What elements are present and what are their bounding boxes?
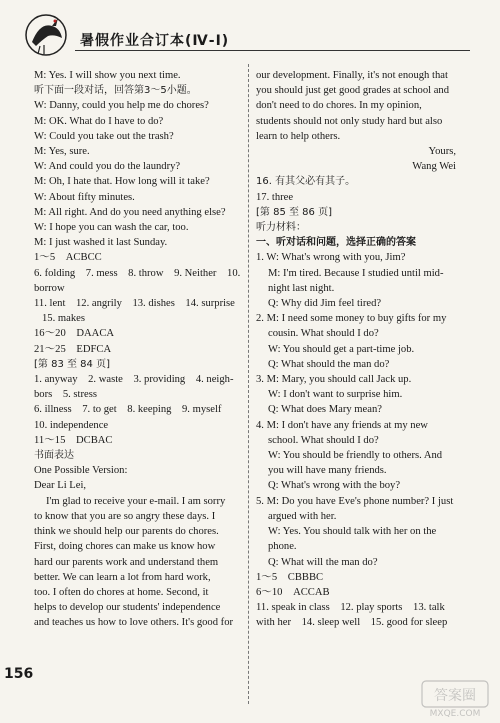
- text-line: M: I'm tired. Because I studied until mid-: [268, 267, 444, 279]
- text-line: W: Yes. You should talk with her on the: [268, 526, 437, 538]
- text-line: school. What should I do?: [268, 434, 379, 446]
- text-line: 15. makes: [42, 313, 85, 325]
- text-line: 听下面一段对话，回答第3～5小题。: [34, 85, 197, 97]
- text-line: 1～5 CBBBC: [256, 571, 324, 583]
- text-line: Q: What will the man do?: [268, 556, 378, 568]
- text-line: First, doing chores can make us know how: [34, 541, 216, 553]
- left-column: [34, 68, 244, 631]
- text-line: W: About fifty minutes.: [34, 191, 135, 203]
- book-title: 暑假作业合订本(Ⅳ-Ⅰ): [80, 33, 230, 49]
- watermark-url: MXQE.COM: [429, 709, 481, 719]
- text-line: 21～25 EDFCA: [34, 343, 112, 355]
- text-line: Yours,: [428, 146, 456, 158]
- text-line: 1. anyway 2. waste 3. providing 4. neigh-: [34, 374, 234, 386]
- text-line: Q: Why did Jim feel tired?: [268, 298, 382, 310]
- text-line: borrow: [34, 282, 65, 294]
- text-line: 一、听对话和问题，选择正确的答案: [256, 237, 416, 249]
- text-line: bors 5. stress: [34, 389, 97, 401]
- watermark-logo: [420, 679, 490, 719]
- text-line: 17. three: [256, 191, 294, 203]
- text-line: 6～10 ACCAB: [256, 586, 330, 598]
- text-line: 11. lent 12. angrily 13. dishes 14. surprise: [34, 298, 235, 310]
- text-line: 6. folding 7. mess 8. throw 9. Neither 10.: [34, 267, 241, 279]
- page-header: [0, 0, 500, 60]
- text-line: too. I often do chores at home. Second, it: [34, 586, 209, 598]
- text-line: One Possible Version:: [34, 465, 128, 477]
- text-line: W: I hope you can wash the car, too.: [34, 222, 189, 234]
- text-line: 10. independence: [34, 419, 109, 431]
- text-line: learn to help others.: [256, 130, 341, 142]
- crane-logo-icon: [22, 12, 72, 58]
- text-line: W: Could you take out the trash?: [34, 130, 174, 142]
- text-line: I'm glad to receive your e-mail. I am sorry: [46, 495, 226, 507]
- text-line: W: And could you do the laundry?: [34, 161, 181, 173]
- text-line: 3. M: Mary, you should call Jack up.: [256, 374, 412, 386]
- text-line: 1. W: What's wrong with you, Jim?: [256, 252, 406, 264]
- text-line: [第 85 至 86 页]: [256, 206, 332, 218]
- text-line: Q: What's wrong with the boy?: [268, 480, 401, 492]
- text-line: M: Oh, I hate that. How long will it take?: [34, 176, 210, 188]
- text-line: M: OK. What do I have to do?: [34, 115, 164, 127]
- text-line: you should just get good grades at school and: [256, 85, 450, 97]
- text-line: Q: What does Mary mean?: [268, 404, 382, 416]
- text-line: Dear Li Lei,: [34, 480, 87, 492]
- text-line: [第 83 至 84 页]: [34, 358, 110, 370]
- text-line: W: You should be friendly to others. And: [268, 450, 443, 462]
- watermark-text: 答案圈: [434, 688, 476, 704]
- text-line: 16. 有其父必有其子。: [256, 176, 356, 188]
- text-line: 书面表达: [34, 450, 74, 462]
- text-line: M: Yes. I will show you next time.: [34, 70, 181, 81]
- text-line: our development. Finally, it's not enough that: [256, 70, 448, 81]
- text-line: 5. M: Do you have Eve's phone number? I just: [256, 495, 454, 507]
- right-column: [256, 68, 466, 631]
- text-line: to know that you are so angry these days. I: [34, 510, 216, 522]
- text-line: cousin. What should I do?: [268, 328, 379, 340]
- text-line: phone.: [268, 541, 297, 553]
- text-line: with her 14. sleep well 15. good for sleep: [256, 617, 448, 629]
- text-line: night last night.: [268, 282, 335, 294]
- text-line: 4. M: I don't have any friends at my new: [256, 419, 428, 431]
- text-line: hard our parents work and understand them: [34, 556, 219, 568]
- text-line: 6. illness 7. to get 8. keeping 9. myself: [34, 404, 222, 416]
- text-line: better. We can learn a lot from hard work,: [34, 571, 211, 583]
- text-line: M: I just washed it last Sunday.: [34, 237, 168, 249]
- text-line: M: Yes, sure.: [34, 146, 90, 158]
- text-line: don't need to do chores. In my opinion,: [256, 100, 422, 112]
- text-line: 2. M: I need some money to buy gifts for my: [256, 313, 447, 325]
- text-line: 1～5 ACBCC: [34, 252, 102, 264]
- text-line: you will have many friends.: [268, 465, 387, 477]
- text-line: argued with her.: [268, 510, 337, 522]
- text-line: Wang Wei: [412, 161, 456, 173]
- page-number: 156: [4, 666, 34, 682]
- text-line: W: Danny, could you help me do chores?: [34, 100, 209, 112]
- text-line: think we should help our parents do chores.: [34, 526, 219, 538]
- header-rule: [75, 50, 470, 51]
- text-line: 听力材料：: [256, 222, 306, 234]
- text-line: students should not only study hard but also: [256, 115, 443, 127]
- text-line: 16～20 DAACA: [34, 328, 115, 340]
- text-line: M: All right. And do you need anything else?: [34, 206, 226, 218]
- text-line: Q: What should the man do?: [268, 358, 390, 370]
- text-line: and teaches us how to love others. It's good for: [34, 617, 234, 629]
- text-line: helps to develop our students' independence: [34, 602, 221, 614]
- column-divider: [248, 64, 249, 704]
- text-line: 11. speak in class 12. play sports 13. talk: [256, 602, 445, 614]
- text-line: W: I don't want to surprise him.: [268, 389, 403, 401]
- text-line: 11～15 DCBAC: [34, 434, 113, 446]
- text-line: W: You should get a part-time job.: [268, 343, 415, 355]
